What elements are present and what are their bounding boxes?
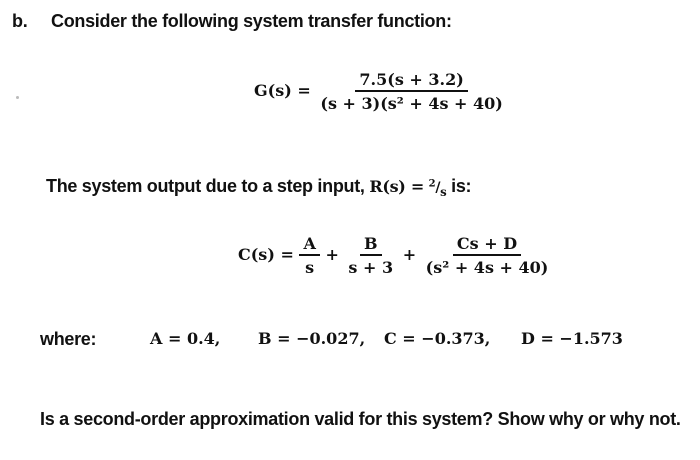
pf-term3 bbox=[422, 234, 553, 277]
step-input-suffix: is: bbox=[451, 176, 472, 196]
pf-term1 bbox=[299, 234, 319, 277]
question-text: Is a second-order approximation valid for this system? Show why or why not. bbox=[40, 409, 681, 429]
transfer-function bbox=[254, 70, 507, 113]
pf-lhs: C(s) = bbox=[238, 245, 294, 264]
tf-denominator: (s + 3)(s² + 4s + 40) bbox=[320, 94, 503, 113]
pf-term1-num: A bbox=[299, 234, 319, 256]
step-input-sentence bbox=[46, 176, 471, 199]
step-input-expr: R(s) = bbox=[369, 177, 424, 196]
constants-label: where: bbox=[40, 329, 97, 349]
constant-a: A = 0.4, bbox=[150, 329, 221, 348]
tf-lhs: G(s) = bbox=[254, 81, 311, 100]
pf-term2-den: s + 3 bbox=[348, 258, 394, 277]
part-label: b. bbox=[12, 11, 28, 31]
constant-c: C = −0.373, bbox=[384, 329, 491, 348]
partial-fraction bbox=[238, 234, 552, 277]
constant-d: D = −1.573 bbox=[521, 329, 623, 348]
pf-term2 bbox=[344, 234, 397, 277]
step-input-text: The system output due to a step input, bbox=[46, 176, 365, 196]
step-input-fraction: $^2/_s$ bbox=[428, 178, 447, 199]
pf-plus1: + bbox=[325, 245, 339, 264]
step-input-num: 2 bbox=[428, 178, 436, 190]
tf-numerator: 7.5(s + 3.2) bbox=[355, 70, 467, 92]
constant-b: B = −0.027, bbox=[258, 329, 366, 348]
tf-fraction bbox=[316, 70, 506, 113]
intro-text: Consider the following system transfer function: bbox=[51, 11, 452, 31]
pf-term2-num: B bbox=[360, 234, 382, 256]
margin-dot bbox=[16, 96, 19, 99]
step-input-den: s bbox=[440, 184, 447, 199]
pf-plus2: + bbox=[402, 245, 417, 264]
pf-term3-den: (s² + 4s + 40) bbox=[425, 258, 549, 277]
pf-term3-num: Cs + D bbox=[453, 234, 521, 256]
pf-term1-den: s bbox=[305, 258, 315, 277]
